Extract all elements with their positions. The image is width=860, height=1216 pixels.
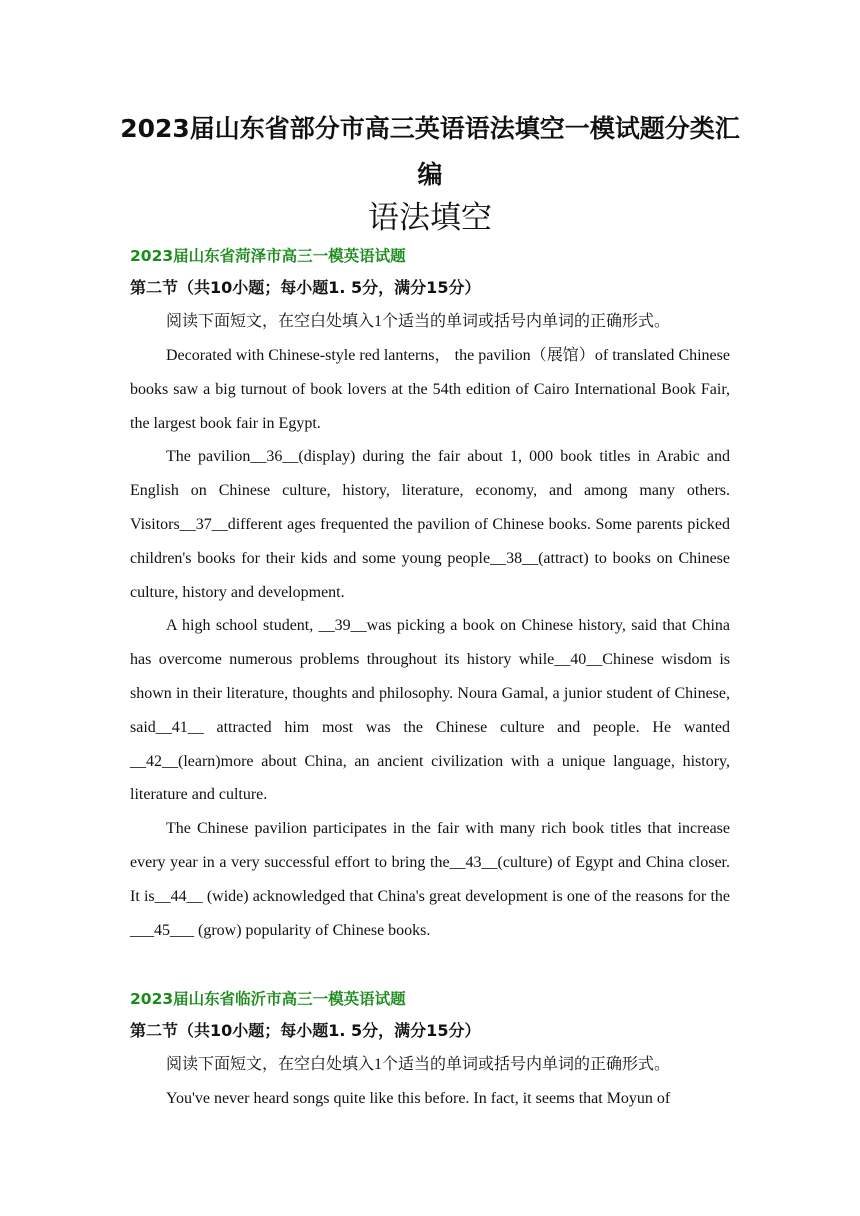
document-subtitle: 语法填空 — [368, 200, 492, 236]
section-heading: 2023届山东省临沂市高三一模英语试题 — [130, 990, 406, 1008]
paragraph: The pavilion__36__(display) during the fair about 1, 000 book titles in Arabic and English on Chinese culture, history, literature, economy, and among many others. Visitors__37__different ages frequented the pavilion of Chinese books. Some parents picked children's books for their kids and some young people__38__(attract) to books on Chinese culture, history and development. — [130, 448, 730, 601]
instruction: 阅读下面短文，在空白处填入1个适当的单词或括号内单词的正确形式。 — [166, 313, 671, 330]
section-heading: 2023届山东省菏泽市高三一模英语试题 — [130, 247, 406, 265]
paragraph: You've never heard songs quite like this before. In fact, it seems that Moyun of — [166, 1090, 671, 1107]
part-title: 第二节（共10小题；每小题1. 5分，满分15分） — [130, 278, 481, 297]
paragraph: The Chinese pavilion participates in the fair with many rich book titles that increase every year in a very successful effort to bring the__43__(culture) of Egypt and China closer. It is__44__ (wide) acknowledged that China's great development is one of the reasons for the ___45___ (grow) popularity of Chinese books. — [130, 820, 730, 939]
section-linyi — [130, 986, 730, 1116]
document-title: 2023届山东省部分市高三英语语法填空一模试题分类汇编 — [120, 114, 740, 189]
part-title: 第二节（共10小题；每小题1. 5分，满分15分） — [130, 1021, 481, 1040]
section-heze — [130, 243, 730, 947]
instruction: 阅读下面短文，在空白处填入1个适当的单词或括号内单词的正确形式。 — [166, 1056, 671, 1073]
paragraph: Decorated with Chinese-style red lanterns， the pavilion（展馆）of translated Chinese books saw a big turnout of book lovers at the 54th edition of Cairo International Book Fair, the largest book fair in Egypt. — [130, 347, 730, 432]
paragraph: A high school student, __39__was picking a book on Chinese history, said that China has overcome numerous problems throughout its history while__40__Chinese wisdom is shown in their literature, thoughts and philosophy. Noura Gamal, a junior student of Chinese, said__41__ attracted him most was the Chinese culture and people. He wanted __42__(learn)more about China, an ancient civilization with a unique language, history, literature and culture. — [130, 617, 730, 804]
